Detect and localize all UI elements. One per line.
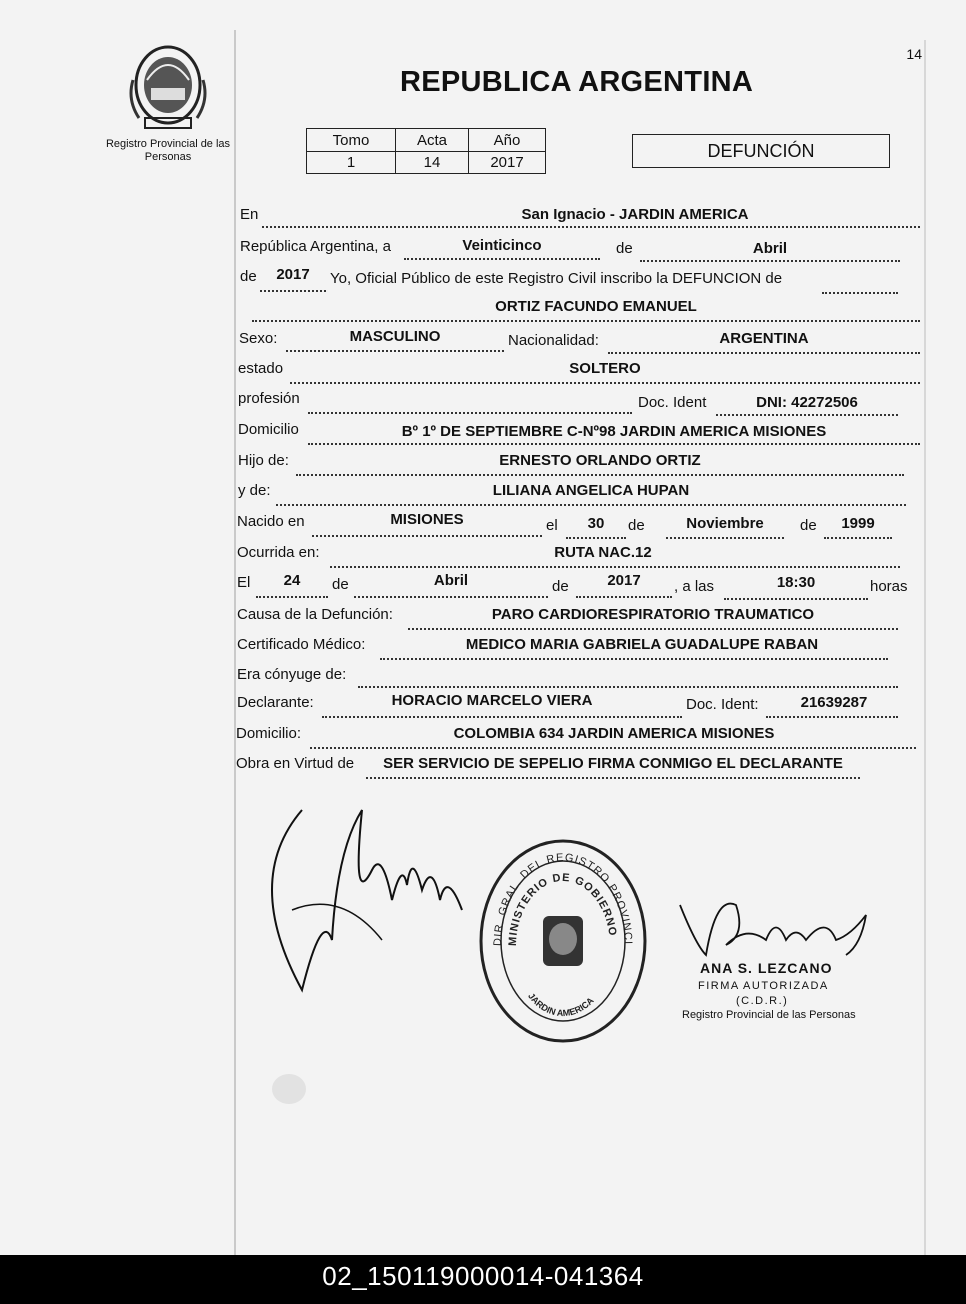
horas-label: horas	[870, 578, 908, 595]
sexo-label: Sexo:	[239, 330, 278, 347]
domicilio-value: Bº 1º DE SEPTIEMBRE C-Nº98 JARDIN AMERICA MISIONES	[401, 423, 827, 440]
ocurrida-value: RUTA NAC.12	[554, 544, 652, 561]
authorized-signature	[676, 885, 876, 965]
paper-mark	[272, 1074, 306, 1104]
fecha-month: Abril	[752, 240, 788, 257]
domicilio2-label: Domicilio:	[236, 725, 302, 742]
record-reference-table	[306, 128, 546, 174]
birth-place: MISIONES	[390, 511, 464, 528]
authorized-cdr: (C.D.R.)	[736, 995, 789, 1007]
anio-de-label: de	[240, 268, 257, 285]
acta-value: 14	[396, 152, 469, 174]
estado-value: SOLTERO	[569, 360, 641, 377]
death-day: 24	[283, 572, 301, 589]
doc-ident-label: Doc. Ident	[638, 394, 707, 411]
el-de1-label: de	[332, 576, 349, 593]
causa-value: PARO CARDIORESPIRATORIO TRAUMATICO	[491, 606, 815, 623]
obra-label: Obra en Virtud de	[236, 755, 355, 772]
declarante-value: HORACIO MARCELO VIERA	[391, 692, 593, 709]
inscripcion-text: Yo, Oficial Público de este Registro Civil inscribo la DEFUNCION de	[330, 270, 783, 287]
domicilio2-value: COLOMBIA 634 JARDIN AMERICA MISIONES	[453, 725, 775, 742]
anio-value: 2017	[469, 152, 546, 174]
fecha-label: República Argentina, a	[240, 238, 391, 255]
authorized-role: FIRMA AUTORIZADA	[698, 980, 829, 992]
en-value: San Ignacio - JARDIN AMERICA	[521, 206, 749, 223]
en-label: En	[240, 206, 259, 223]
profesion-field	[308, 392, 632, 414]
authorized-registry: Registro Provincial de las Personas	[682, 1009, 856, 1021]
nacionalidad-label: Nacionalidad:	[508, 332, 599, 349]
nacido-label: Nacido en	[237, 513, 305, 530]
mother-name: LILIANA ANGELICA HUPAN	[492, 482, 690, 499]
document-title: REPUBLICA ARGENTINA	[400, 66, 754, 98]
tomo-header: Tomo	[307, 129, 396, 152]
certificado-label: Certificado Médico:	[237, 636, 366, 653]
fecha-de-label: de	[616, 240, 633, 257]
nacido-de2-label: de	[800, 517, 817, 534]
hijo-de-label: Hijo de:	[238, 452, 289, 469]
footer-code-bar	[0, 1255, 966, 1304]
y-de-label: y de:	[238, 482, 271, 499]
certificado-value: MEDICO MARIA GABRIELA GUADALUPE RABAN	[465, 636, 819, 653]
anio-header: Año	[469, 129, 546, 152]
profesion-label: profesión	[238, 390, 300, 407]
a-las-label: , a las	[674, 578, 715, 595]
causa-label: Causa de la Defunción:	[237, 606, 393, 623]
declarante-doc-value: 21639287	[800, 694, 868, 711]
left-margin-line	[234, 30, 236, 1255]
nacido-el-label: el	[546, 517, 558, 534]
acta-header: Acta	[396, 129, 469, 152]
stamp-outer-text: DIR. GRAL. DEL REGISTRO PROVINCI	[491, 851, 635, 947]
page-number: 14	[906, 46, 922, 62]
nacionalidad-value: ARGENTINA	[719, 330, 809, 347]
birth-month: Noviembre	[686, 515, 764, 532]
declarante-label: Declarante:	[237, 694, 314, 711]
declarante-doc-label: Doc. Ident:	[686, 696, 759, 713]
ocurrida-label: Ocurrida en:	[237, 544, 320, 561]
stamp-inner-text: MINISTERIO DE GOBIERNO	[506, 871, 619, 947]
record-type: DEFUNCIÓN	[707, 140, 815, 161]
death-month: Abril	[433, 572, 469, 589]
stamp-bottom-text: JARDIN AMERICA	[526, 990, 596, 1019]
father-name: ERNESTO ORLANDO ORTIZ	[499, 452, 701, 469]
el-de2-label: de	[552, 578, 569, 595]
estado-label: estado	[238, 360, 284, 377]
sexo-value: MASCULINO	[349, 328, 441, 345]
conyuge-label: Era cónyuge de:	[237, 666, 347, 683]
obra-value: SER SERVICIO DE SEPELIO FIRMA CONMIGO EL DECLARANTE	[383, 755, 843, 772]
conyuge-field	[358, 666, 898, 688]
tomo-value: 1	[307, 152, 396, 174]
fecha-day: Veinticinco	[462, 237, 542, 254]
doc-ident-value: DNI: 42272506	[756, 394, 858, 411]
nacido-de1-label: de	[628, 517, 645, 534]
province-seal-logo	[125, 40, 211, 130]
logo-caption: Registro Provincial de las Personas	[105, 138, 231, 163]
footer-code: 02_150119000014-041364	[322, 1261, 644, 1291]
anio-value: 2017	[276, 266, 310, 283]
deceased-name: ORTIZ FACUNDO EMANUEL	[495, 298, 697, 315]
birth-year: 1999	[841, 515, 875, 532]
official-stamp	[476, 836, 650, 1046]
domicilio-label: Domicilio	[238, 421, 299, 438]
death-year: 2017	[607, 572, 641, 589]
birth-day: 30	[587, 515, 605, 532]
record-type-box	[632, 134, 890, 168]
death-time: 18:30	[776, 574, 816, 591]
el-label: El	[237, 574, 251, 591]
authorized-name: ANA S. LEZCANO	[700, 960, 833, 976]
officer-signature	[262, 790, 472, 1010]
anio-trailing-field	[822, 272, 898, 294]
